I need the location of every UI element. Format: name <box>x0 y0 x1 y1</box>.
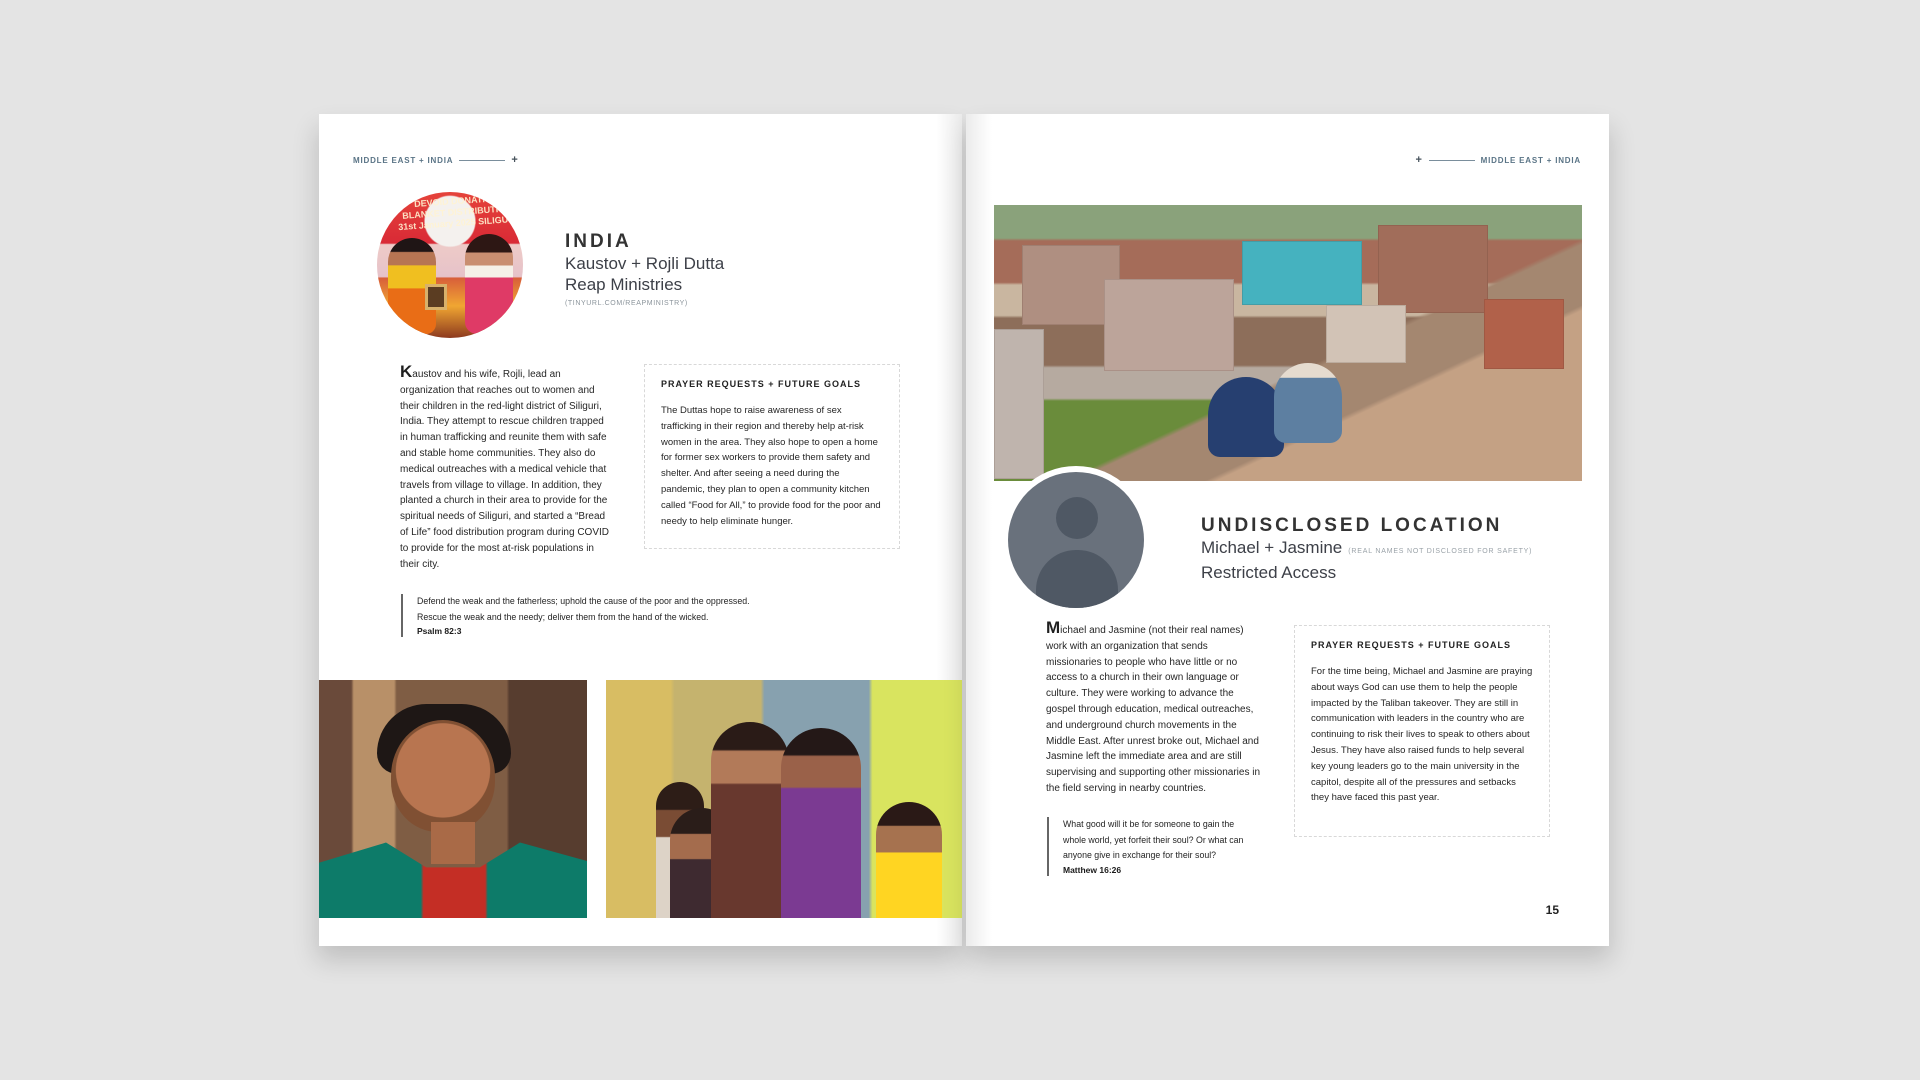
quote-line-2: Rescue the weak and the needy; deliver them from the hand of the wicked. <box>417 611 709 622</box>
photo-building <box>1326 305 1406 363</box>
photo-building <box>994 329 1044 479</box>
plus-icon: + <box>1415 154 1423 166</box>
photo-building <box>1104 279 1234 371</box>
body-paragraph: austov and his wife, Rojli, lead an organization that reaches out to women and their children in the red-light district of Siliguri, India. They attempt to rescue children trapped in human trafficking and reunite them with safe and stable home communities. They also do medical outreaches with a medical vehicle that travels from village to village. In addition, they planted a church in their area to provide for the spiritual needs of Siliguri, and started a “Bread of Life” food distribution program during COVID to provide for the most at-risk populations in their city. <box>400 369 609 570</box>
quote-text: What good will it be for someone to gain the whole world, yet forfeit their soul? Or what can anyone give in exchange for their soul? <box>1063 819 1244 860</box>
page-number: 15 <box>1545 903 1559 917</box>
prayer-box-title: PRAYER REQUESTS + FUTURE GOALS <box>661 379 861 389</box>
prayer-box-title: PRAYER REQUESTS + FUTURE GOALS <box>1311 640 1511 650</box>
child-figure <box>711 722 789 918</box>
location-heading: UNDISCLOSED LOCATION <box>1201 515 1503 536</box>
child-figure <box>781 728 861 918</box>
right-running-head-label: MIDDLE EAST + INDIA <box>1480 155 1581 165</box>
photo-banner-text: DEVOID DONATION BLANKET DISTRIBUTION 31st January 2025 SILIGURI <box>397 193 518 233</box>
prayer-requests-box <box>644 364 900 549</box>
quote-line-1: Defend the weak and the fatherless; uphold the cause of the poor and the oppressed. <box>417 596 750 606</box>
india-body-text <box>400 362 614 572</box>
organization-name: Restricted Access <box>1201 563 1337 582</box>
missionary-names: Kaustov + Rojli Dutta <box>565 254 725 273</box>
photo-person-woman <box>465 234 513 334</box>
undisclosed-profile <box>1201 515 1532 583</box>
girl-neck <box>431 822 475 864</box>
organization-name: Reap Ministries <box>565 275 683 294</box>
prayer-box-text: For the time being, Michael and Jasmine are praying about ways God can use them to help the people impacted by the Taliban takeover. They are still in communication with leaders in the country who are continuing to risk their lives to speak to others about Jesus. They have also raised funds to help several key young leaders go to the main university in the capitol, despite all of the pressures and setbacks they have faced this past year. <box>1311 666 1533 804</box>
child-figure <box>876 802 942 918</box>
left-running-head-label: MIDDLE EAST + INDIA <box>353 155 454 165</box>
photo-building <box>1484 299 1564 369</box>
drop-cap: M <box>1046 618 1061 637</box>
undisclosed-body-text <box>1046 618 1264 797</box>
default-avatar-icon <box>1008 472 1144 608</box>
avatar-body <box>1036 550 1118 608</box>
body-paragraph: ichael and Jasmine (not their real names) work with an organization that sends missionaries to people who have little or no access to a church in their own language or culture. They were working to advance the gospel through education, medical outreaches, and underground church movements in the Middle East. After unrest broke out, Michael and Jasmine left the immediate area and are still supervising and supporting other missionaries in the field serving in nearby countries. <box>1046 625 1261 794</box>
right-running-head-rule <box>1429 160 1475 161</box>
city-hillside-photo <box>994 205 1582 481</box>
scripture-quote <box>1047 817 1257 876</box>
india-profile <box>565 231 724 307</box>
name-safety-note: (REAL NAMES NOT DISCLOSED FOR SAFETY) <box>1348 548 1533 555</box>
seated-person-light <box>1274 363 1342 443</box>
missionary-names <box>1201 537 1532 562</box>
quote-reference: Psalm 82:3 <box>417 626 462 636</box>
organization-link[interactable]: (TINYURL.COM/REAPMINISTRY) <box>565 300 688 307</box>
photo-building <box>1378 225 1488 313</box>
seated-person-blue <box>1208 377 1284 457</box>
prayer-requests-box <box>1294 625 1550 837</box>
left-running-head-rule <box>459 160 505 161</box>
right-running-head <box>1415 154 1581 166</box>
prayer-box-text: The Duttas hope to raise awareness of sex trafficking in their region and thereby help at-risk women in the area. They also hope to open a home for former sex workers to provide them safety and shelter. And after seeing a need during the pandemic, they plan to open a community kitchen called “Food for All,” to provide food for the poor and needy to help eliminate hunger. <box>661 405 881 527</box>
scripture-quote <box>401 594 781 637</box>
left-running-head <box>353 154 519 166</box>
dutta-couple-photo <box>377 192 523 338</box>
quote-reference: Matthew 16:26 <box>1063 864 1122 875</box>
girl-face <box>391 720 495 832</box>
children-group-photo <box>606 680 962 918</box>
drop-cap: K <box>400 362 413 381</box>
photo-building <box>1242 241 1362 305</box>
right-gutter-shadow <box>966 114 992 946</box>
missionary-name-text: Michael + Jasmine <box>1201 538 1343 557</box>
girl-portrait-photo <box>319 680 587 918</box>
avatar-head <box>1056 497 1098 539</box>
plus-icon: + <box>511 154 519 166</box>
right-page <box>966 114 1609 946</box>
left-page <box>319 114 962 946</box>
country-heading: INDIA <box>565 231 632 252</box>
photo-award-plaque <box>425 284 447 310</box>
